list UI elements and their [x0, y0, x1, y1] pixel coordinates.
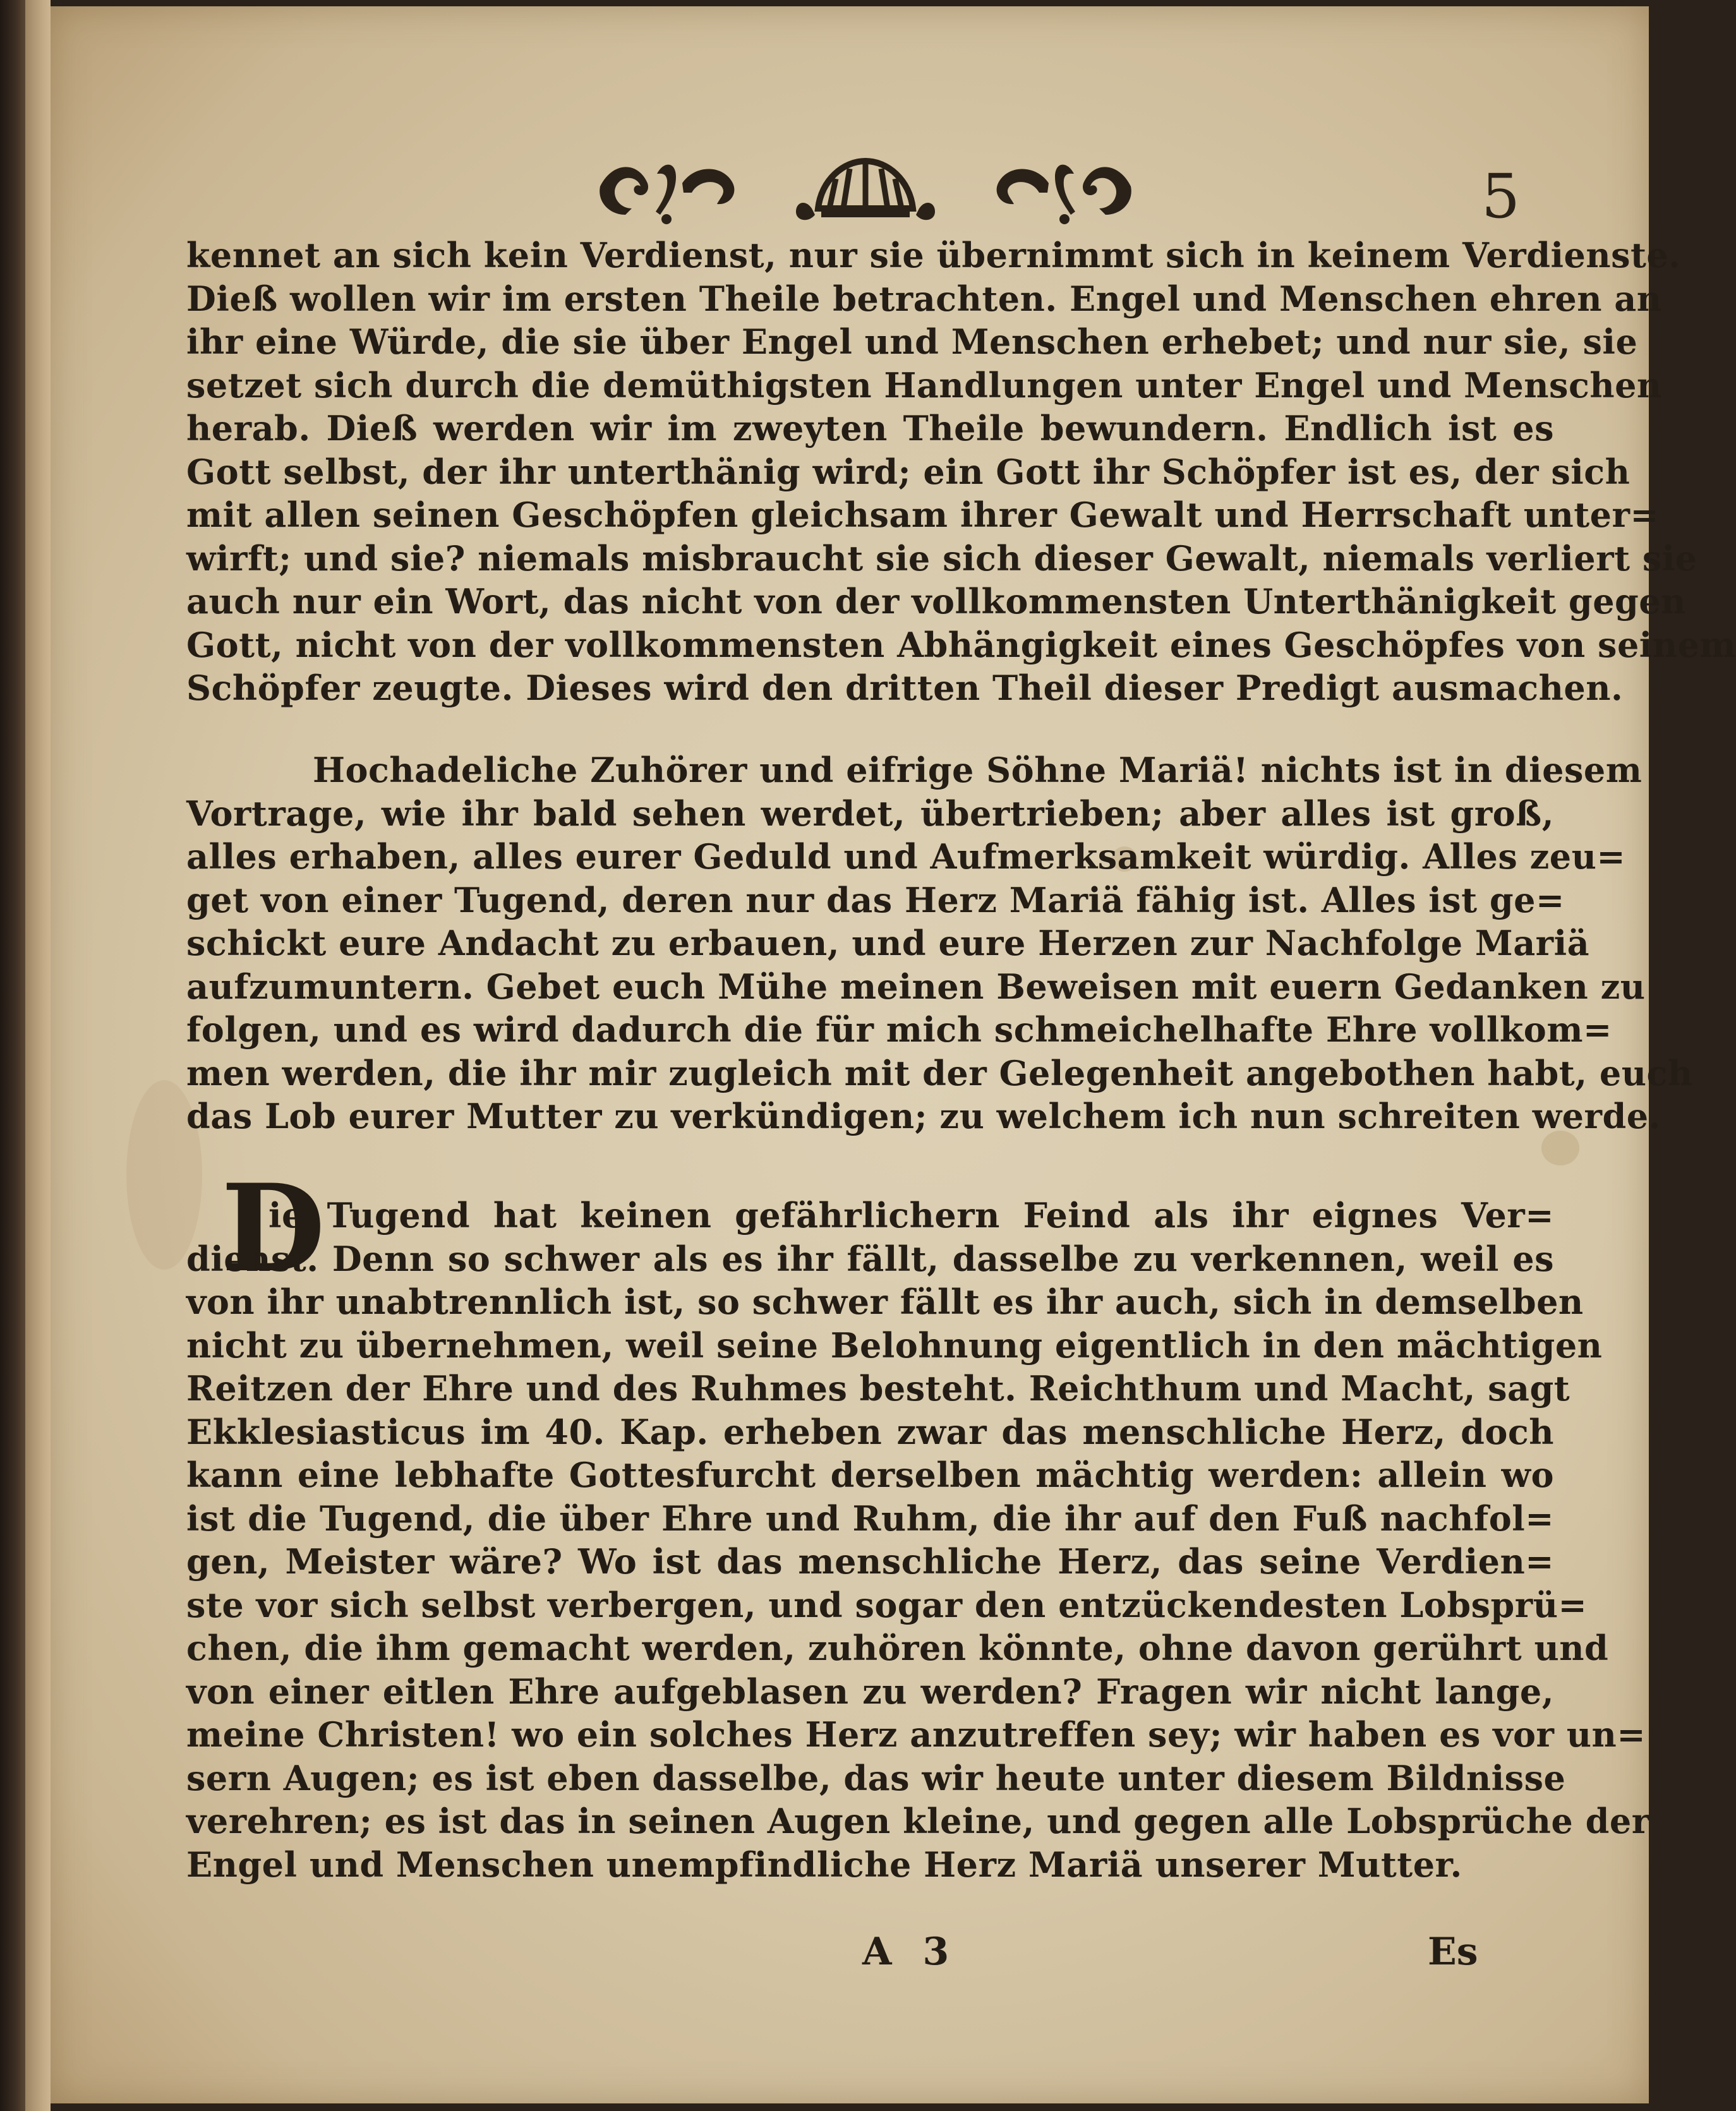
- text-line: das Lob eurer Mutter zu verkündigen; zu welchem ich nun schreiten werde.: [186, 1096, 1661, 1136]
- floral-vignette-right-icon: [986, 148, 1143, 231]
- header-ornament: [588, 145, 1143, 234]
- text-line: ste vor sich selbst verbergen, und sogar den entzückendesten Lobsprü=: [186, 1584, 1588, 1625]
- text-line: Gott selbst, der ihr unterthänig wird; ein Gott ihr Schöpfer ist es, der sich: [186, 451, 1631, 492]
- text-line: wirft; und sie? niemals misbraucht sie sich dieser Gewalt, niemals verliert sie: [186, 538, 1697, 579]
- drop-cap-initial: D: [221, 1158, 325, 1299]
- text-line: Gott, nicht von der vollkommensten Abhängigkeit eines Geschöpfes von seinem: [186, 624, 1736, 665]
- text-line: kennet an sich kein Verdienst, nur sie übernimmt sich in keinem Verdienste.: [186, 235, 1681, 275]
- paragraph-2: [186, 749, 1693, 1138]
- text-line: men werden, die ihr mir zugleich mit der Gelegenheit angebothen habt, euch: [186, 1052, 1693, 1093]
- text-line: Dieß wollen wir im ersten Theile betrachten. Engel und Menschen ehren an: [186, 278, 1662, 319]
- text-line: mit allen seinen Geschöpfen gleichsam ihrer Gewalt und Herrschaft unter=: [186, 495, 1660, 535]
- catchword: Es: [1428, 1930, 1478, 1974]
- text-line: alles erhaben, alles eurer Geduld und Aufmerksamkeit würdig. Alles zeu=: [186, 836, 1626, 877]
- text-line: von einer eitlen Ehre aufgeblasen zu werden? Fragen wir nicht lange,: [186, 1671, 1554, 1712]
- text-line: sern Augen; es ist eben dasselbe, das wir heute unter diesem Bildnisse: [186, 1757, 1566, 1798]
- text-line: setzet sich durch die demüthigsten Handlungen unter Engel und Menschen: [186, 364, 1662, 406]
- paragraph-3: [186, 1194, 1650, 1886]
- text-line: dienst. Denn so schwer als es ihr fällt, dasselbe zu verkennen, weil es: [186, 1238, 1554, 1279]
- text-line: verehren; es ist das in seinen Augen kleine, und gegen alle Lobsprüche der: [186, 1801, 1650, 1841]
- facing-page-edge: [25, 0, 51, 2111]
- text-line: herab. Dieß werden wir im zweyten Theile bewundern. Endlich ist es: [186, 408, 1554, 448]
- signature-mark: A 3: [862, 1930, 958, 1974]
- page-number: 5: [1481, 161, 1521, 232]
- text-line: kann eine lebhafte Gottesfurcht derselben mächtig werden: allein wo: [186, 1455, 1554, 1495]
- text-line: meine Christen! wo ein solches Herz anzutreffen sey; wir haben es vor un=: [186, 1714, 1646, 1755]
- text-line: ist die Tugend, die über Ehre und Ruhm, die ihr auf den Fuß nachfol=: [186, 1498, 1554, 1539]
- text-line: Hochadeliche Zuhörer und eifrige Söhne Mariä! nichts ist in diesem: [313, 750, 1643, 790]
- text-line: ie Tugend hat keinen gefährlichern Feind als ihr eignes Ver=: [268, 1195, 1554, 1236]
- text-line: Schöpfer zeugte. Dieses wird den dritten Theil dieser Predigt ausmachen.: [186, 668, 1624, 708]
- text-line: Reitzen der Ehre und des Ruhmes besteht. Reichthum und Macht, sagt: [186, 1368, 1570, 1409]
- book-binding-shadow: [0, 0, 25, 2111]
- text-line: folgen, und es wird dadurch die für mich schmeichelhafte Ehre vollkom=: [186, 1009, 1612, 1050]
- text-line: gen, Meister wäre? Wo ist das menschliche Herz, das seine Verdien=: [186, 1541, 1554, 1582]
- text-line: nicht zu übernehmen, weil seine Belohnung eigentlich in den mächtigen: [186, 1325, 1603, 1366]
- text-line: schickt eure Andacht zu erbauen, und eure Herzen zur Nachfolge Mariä: [186, 923, 1590, 963]
- text-line: get von einer Tugend, deren nur das Herz Mariä fähig ist. Alles ist ge=: [186, 879, 1565, 920]
- text-line: von ihr unabtrennlich ist, so schwer fällt es ihr auch, sich in demselben: [186, 1282, 1584, 1322]
- shell-vignette-center-icon: [787, 148, 944, 231]
- text-line: ihr eine Würde, die sie über Engel und Menschen erhebet; und nur sie, sie: [186, 322, 1638, 362]
- floral-vignette-left-icon: [588, 148, 745, 231]
- text-line: Vortrage, wie ihr bald sehen werdet, übertrieben; aber alles ist groß,: [186, 793, 1554, 834]
- text-line: auch nur ein Wort, das nicht von der vollkommensten Unterthänigkeit gegen: [186, 581, 1686, 622]
- text-line: Engel und Menschen unempfindliche Herz Mariä unserer Mutter.: [186, 1844, 1462, 1885]
- text-line: chen, die ihm gemacht werden, zuhören könnte, ohne davon gerührt und: [186, 1628, 1609, 1668]
- text-line: aufzumuntern. Gebet euch Mühe meinen Beweisen mit euern Gedanken zu: [186, 966, 1646, 1007]
- paragraph-1: [186, 234, 1736, 710]
- text-line: Ekklesiasticus im 40. Kap. erheben zwar das menschliche Herz, doch: [186, 1411, 1554, 1452]
